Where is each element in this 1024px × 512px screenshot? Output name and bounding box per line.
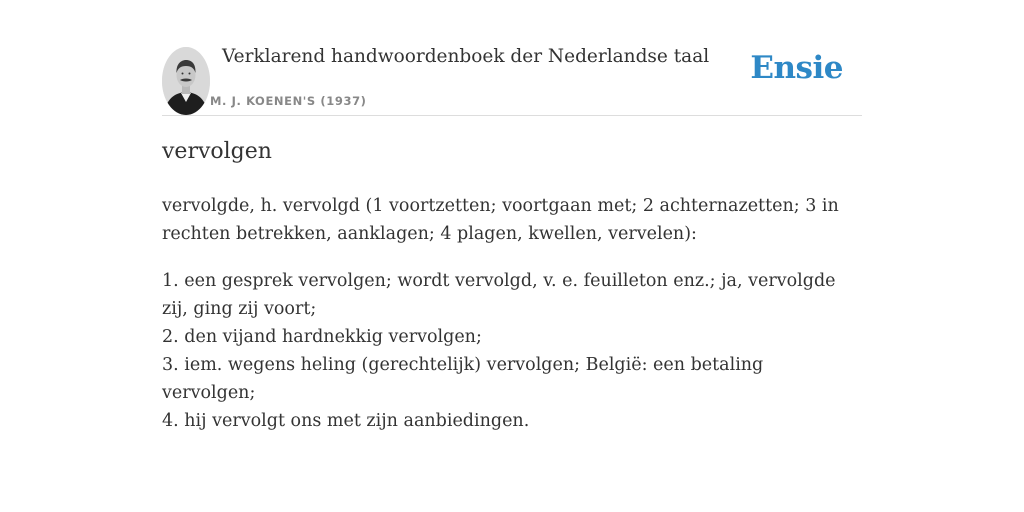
dictionary-header [162, 44, 862, 116]
entry-examples [162, 267, 862, 435]
author-portrait-icon [162, 47, 210, 115]
dictionary-author: M. J. KOENEN'S (1937) [210, 94, 367, 108]
example-line: 1. een gesprek vervolgen; wordt vervolgd, v. e. feuilleton enz.; ja, vervolgde zij, ging zij voort; [162, 271, 836, 319]
example-line: 3. iem. wegens heling (gerechtelijk) vervolgen; België: een betaling vervolgen; [162, 355, 764, 403]
example-line: 2. den vijand hardnekkig vervolgen; [162, 327, 482, 347]
ensie-logo-link[interactable]: Ensie [750, 50, 843, 86]
dictionary-title: Verklarend handwoordenboek der Nederlandse taal [222, 46, 710, 67]
entry-headword: vervolgen [162, 139, 272, 164]
example-line: 4. hij vervolgt ons met zijn aanbiedingen. [162, 411, 530, 431]
entry-definition: vervolgde, h. vervolgd (1 voortzetten; voortgaan met; 2 achternazetten; 3 in rechten betrekken, aanklagen; 4 plagen, kwellen, vervelen): [162, 196, 839, 244]
